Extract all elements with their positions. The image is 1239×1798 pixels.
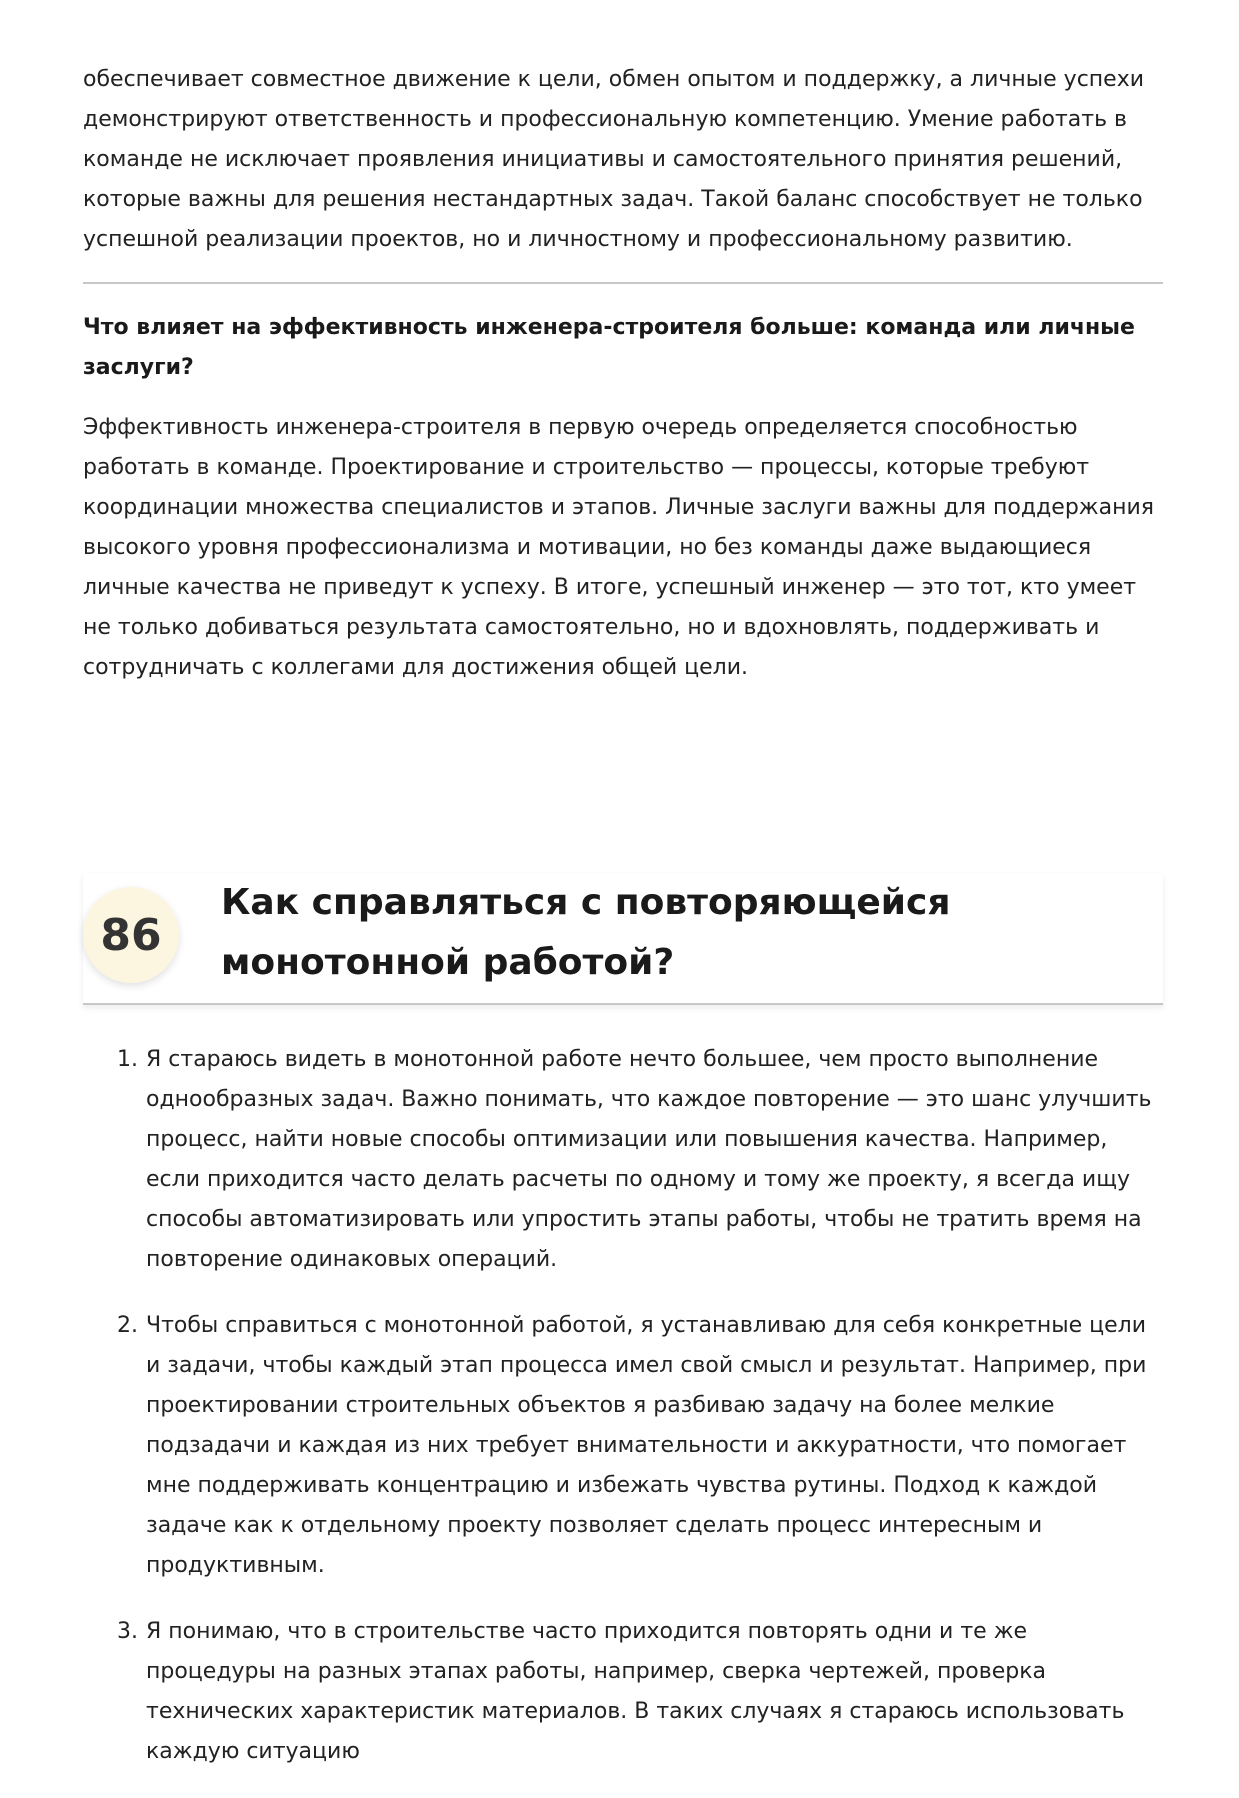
list-item-number: 3. — [117, 1619, 138, 1644]
list-item — [83, 1612, 1163, 1772]
list-item — [83, 1306, 1163, 1586]
list-item — [83, 1040, 1163, 1280]
section-title: Как справляться с повторяющейся монотонной работой? — [221, 882, 951, 983]
answer-list — [83, 1040, 1163, 1798]
document-page — [83, 60, 1163, 688]
answer-paragraph: Эффективность инженера-строителя в первую очередь определяется способностью работать в команде. Проектирование и строительство — процессы, которые требуют координации множества специалистов и этапов. Личные заслуги важны для поддержания высокого уровня профессионализма и мотивации, но без команды даже выдающиеся личные качества не приведут к успеху. В итоге, успешный инженер — это тот, кто умеет не только добиваться результата самостоятельно, но и вдохновлять, поддерживать и сотрудничать с коллегами для достижения общей цели. — [83, 415, 1154, 680]
question-heading: Что влияет на эффективность инженера-строителя больше: команда или личные заслуги? — [83, 315, 1135, 380]
list-item-number: 2. — [117, 1313, 138, 1338]
list-item-number: 1. — [117, 1047, 138, 1072]
section-header — [83, 873, 1163, 1005]
divider — [83, 282, 1163, 284]
intro-paragraph: обеспечивает совместное движение к цели, обмен опытом и поддержку, а личные успехи демонстрируют ответственность и профессиональную компетенцию. Умение работать в команде не исключает проявления инициативы и самостоятельного принятия решений, которые важны для решения нестандартных задач. Такой баланс способствует не только успешной реализации проектов, но и личностному и профессиональному развитию. — [83, 67, 1145, 252]
section-number-badge: 86 — [83, 887, 179, 983]
list-item-text: Чтобы справиться с монотонной работой, я устанавливаю для себя конкретные цели и задачи, чтобы каждый этап процесса имел свой смысл и результат. Например, при проектировании строительных объектов я разбиваю задачу на более мелкие подзадачи и каждая из них требует внимательности и аккуратности, что помогает мне поддерживать концентрацию и избежать чувства рутины. Подход к каждой задаче как к отдельному проекту позволяет сделать процесс интересным и продуктивным. — [146, 1313, 1147, 1578]
list-item-text: Я понимаю, что в строительстве часто приходится повторять одни и те же процедуры на разных этапах работы, например, сверка чертежей, проверка технических характеристик материалов. В таких случаях я стараюсь использовать каждую ситуацию — [146, 1619, 1125, 1764]
list-item-text: Я стараюсь видеть в монотонной работе нечто большее, чем просто выполнение однообразных задач. Важно понимать, что каждое повторение — это шанс улучшить процесс, найти новые способы оптимизации или повышения качества. Например, если приходится часто делать расчеты по одному и тому же проекту, я всегда ищу способы автоматизировать или упростить этапы работы, чтобы не тратить время на повторение одинаковых операций. — [146, 1047, 1152, 1272]
